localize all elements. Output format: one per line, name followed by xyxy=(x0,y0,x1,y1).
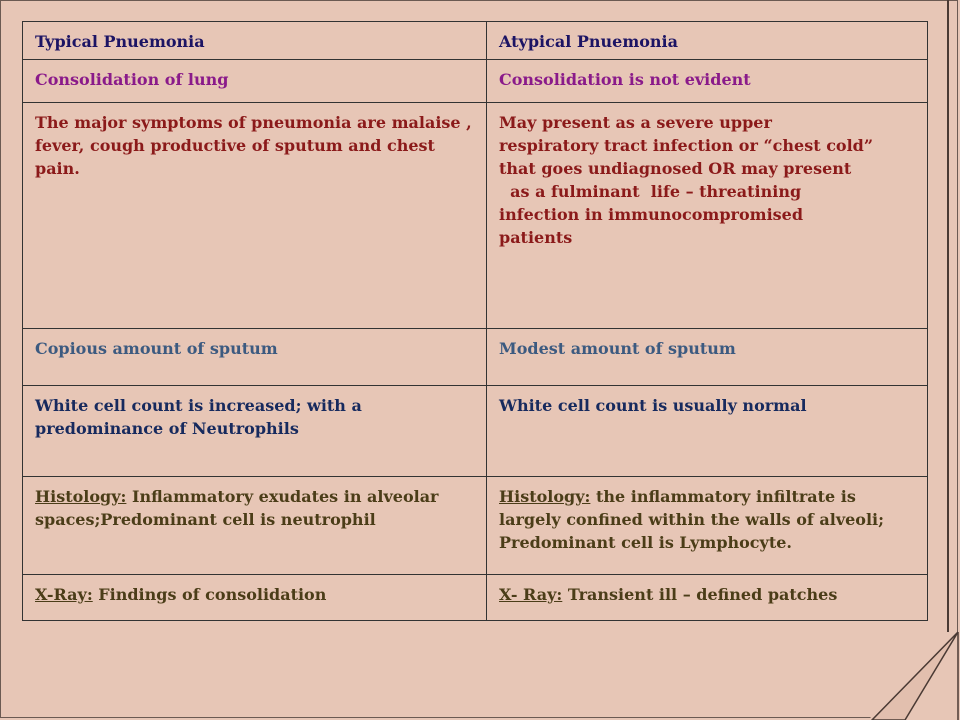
table-row xyxy=(23,60,928,103)
atypical-symptoms-line: May present as a severe upper xyxy=(499,113,772,132)
histology-label: Histology: xyxy=(35,487,127,506)
atypical-symptoms-line: infection in immunocompromised xyxy=(499,205,804,224)
cell-atypical-symptoms xyxy=(487,103,928,329)
cell-typical-wbc: White cell count is increased; with a predominance of Neutrophils xyxy=(23,386,487,477)
histology-label: Histology: xyxy=(499,487,591,506)
histology-text: the inflammatory infiltrate is largely confined within the walls of alveoli; Predominant cell is Lymphocyte. xyxy=(499,487,885,552)
xray-text: Findings of consolidation xyxy=(92,585,327,604)
cell-atypical-consolidation: Consolidation is not evident xyxy=(487,60,928,103)
xray-text: Transient ill – defined patches xyxy=(562,585,838,604)
histology-text: Inflammatory exudates in alveolar spaces;Predominant cell is neutrophil xyxy=(35,487,439,529)
cell-typical-histology xyxy=(23,477,487,575)
xray-label: X-Ray: xyxy=(35,585,93,604)
cell-typical-sputum: Copious amount of sputum xyxy=(23,329,487,386)
pneumonia-comparison-table xyxy=(22,21,928,621)
table-row xyxy=(23,386,928,477)
atypical-symptoms-line: that goes undiagnosed OR may present xyxy=(499,159,852,178)
cell-atypical-sputum: Modest amount of sputum xyxy=(487,329,928,386)
table-row xyxy=(23,329,928,386)
table-header-row xyxy=(23,22,928,60)
cell-typical-symptoms: The major symptoms of pneumonia are malaise , fever, cough productive of sputum and chest pain. xyxy=(23,103,487,329)
atypical-symptoms-line: as a fulminant life – threatining xyxy=(499,182,802,201)
cell-atypical-xray xyxy=(487,575,928,621)
atypical-symptoms-line: patients xyxy=(499,228,573,247)
table-row xyxy=(23,477,928,575)
header-typical: Typical Pnuemonia xyxy=(23,22,487,60)
cell-typical-xray xyxy=(23,575,487,621)
xray-label: X- Ray: xyxy=(499,585,563,604)
table-row xyxy=(23,575,928,621)
cell-typical-consolidation: Consolidation of lung xyxy=(23,60,487,103)
cell-atypical-histology xyxy=(487,477,928,575)
header-atypical: Atypical Pnuemonia xyxy=(487,22,928,60)
atypical-symptoms-line: respiratory tract infection or “chest cold” xyxy=(499,136,874,155)
table-row xyxy=(23,103,928,329)
cell-atypical-wbc: White cell count is usually normal xyxy=(487,386,928,477)
